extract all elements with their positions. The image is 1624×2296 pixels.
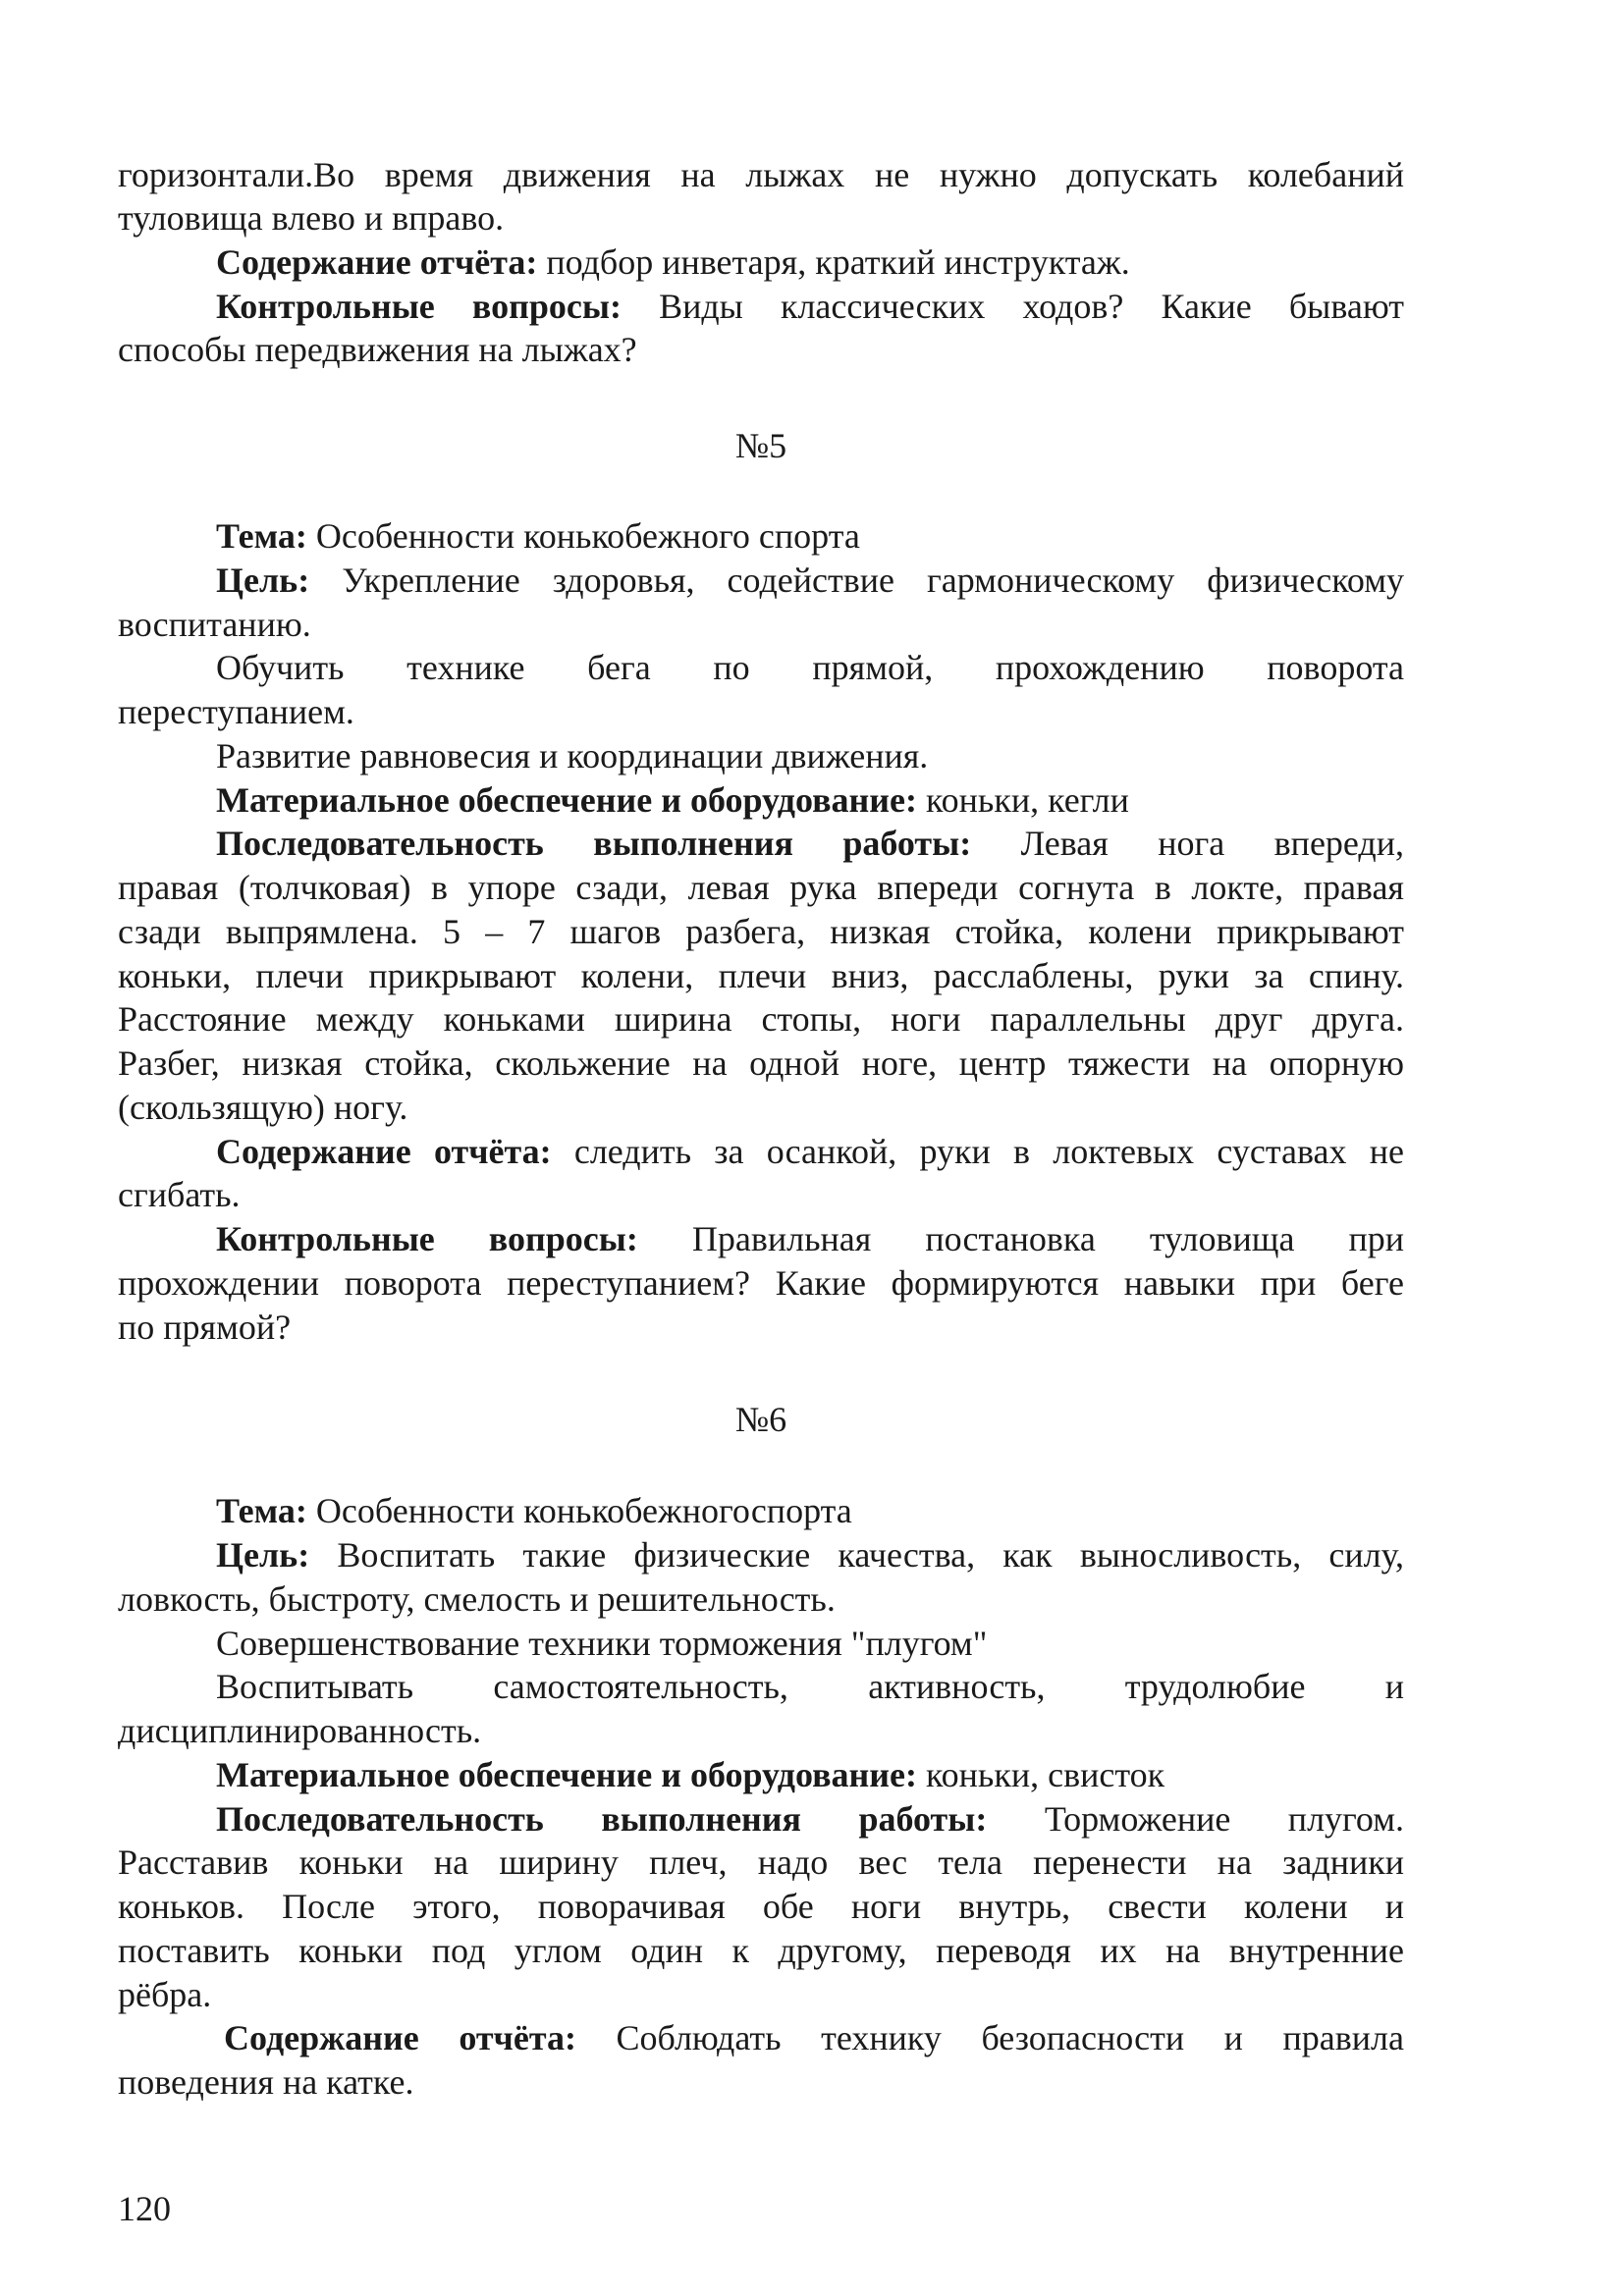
topic-line: Тема: Особенности конькобежногоспорта: [216, 1491, 852, 1530]
text-line: поведения на катке.: [118, 2062, 414, 2102]
text-line: Расставив коньки на ширину плеч, надо вес тела перенести на задники: [118, 1842, 1404, 1882]
text-line: воспитанию.: [118, 605, 311, 644]
topic-line: Тема: Особенности конькобежного спорта: [216, 516, 860, 556]
text-line: рёбра.: [118, 1975, 212, 2014]
text-line: дисциплинированность.: [118, 1711, 482, 1750]
text-line: прохождении поворота переступанием? Какие формируются навыки при беге: [118, 1263, 1404, 1303]
text-line: сзади выпрямлена. 5 – 7 шагов разбега, низкая стойка, колени прикрывают: [118, 912, 1404, 951]
text-line: туловища влево и вправо.: [118, 198, 505, 238]
goal-line: Цель: Укрепление здоровья, содействие гармоническому физическому: [216, 561, 1404, 600]
goal-line: Цель: Воспитать такие физические качества, как выносливость, силу,: [216, 1535, 1404, 1575]
control-questions-line: Контрольные вопросы: Правильная постановка туловища при: [216, 1219, 1404, 1258]
text-line: Обучить технике бега по прямой, прохождению поворота: [216, 648, 1404, 687]
materials-line: Материальное обеспечение и оборудование: коньки, кегли: [216, 780, 1129, 820]
report-content-line: Содержание отчёта: Соблюдать технику безопасности и правила: [224, 2018, 1404, 2057]
text-line: коньки, плечи прикрывают колени, плечи вниз, расслаблены, руки за спину.: [118, 956, 1404, 995]
control-questions-line: Контрольные вопросы: Виды классических ходов? Какие бывают: [216, 287, 1404, 326]
procedure-line: Последовательность выполнения работы: Торможение плугом.: [216, 1799, 1404, 1839]
text-line: Воспитывать самостоятельность, активность, трудолюбие и: [216, 1667, 1404, 1706]
materials-line: Материальное обеспечение и оборудование: коньки, свисток: [216, 1755, 1165, 1794]
text-line: Расстояние между коньками ширина стопы, ноги параллельны друг друга.: [118, 999, 1404, 1039]
report-content-line: Содержание отчёта: подбор инветаря, краткий инструктаж.: [216, 242, 1130, 282]
text-line: (скользящую) ногу.: [118, 1088, 408, 1127]
text-line: переступанием.: [118, 692, 354, 731]
section-number-5: №5: [734, 426, 787, 465]
report-content-line: Содержание отчёта: следить за осанкой, руки в локтевых суставах не: [216, 1132, 1404, 1171]
text-line: Развитие равновесия и координации движения.: [216, 736, 929, 775]
procedure-line: Последовательность выполнения работы: Левая нога впереди,: [216, 824, 1405, 863]
text-line: сгибать.: [118, 1175, 241, 1214]
text-line: по прямой?: [118, 1308, 292, 1347]
section-number-6: №6: [734, 1400, 787, 1439]
page-number: 120: [118, 2189, 171, 2228]
text-line: правая (толчковая) в упоре сзади, левая рука впереди согнута в локте, правая: [118, 868, 1404, 907]
text-line: Разбег, низкая стойка, скольжение на одной ноге, центр тяжести на опорную: [118, 1043, 1404, 1083]
text-line: поставить коньки под углом один к другому, переводя их на внутренние: [118, 1931, 1404, 1970]
text-line: Совершенствование техники торможения "плугом": [216, 1624, 988, 1663]
text-line: коньков. После этого, поворачивая обе ноги внутрь, свести колени и: [118, 1887, 1404, 1926]
text-line: ловкость, быстроту, смелость и решительность.: [118, 1579, 836, 1619]
text-line: способы передвижения на лыжах?: [118, 330, 637, 369]
text-line: горизонтали.Во время движения на лыжах не нужно допускать колебаний: [118, 155, 1404, 194]
